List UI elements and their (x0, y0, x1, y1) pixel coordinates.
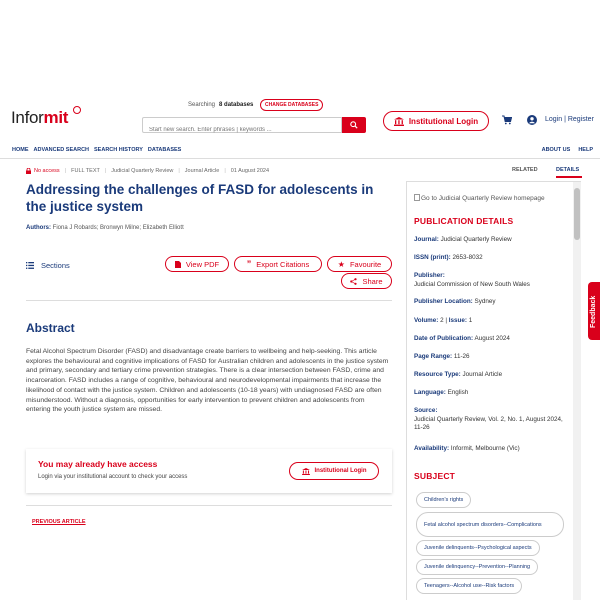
pd-value: Sydney (474, 298, 496, 305)
authors-list[interactable]: Fiona J Robards; Bronwyn Milne; Elizabeth Elliott (52, 225, 184, 231)
sections-toggle[interactable] (26, 261, 70, 270)
pd-label: Journal: (414, 236, 439, 243)
article-date: 01 August 2024 (230, 168, 270, 174)
access-institutional-login-button[interactable] (289, 462, 379, 480)
subject-heading: SUBJECT (414, 471, 456, 481)
pd-label: Availability: (414, 445, 450, 452)
institutional-login-button[interactable] (383, 111, 489, 131)
pd-label: Source: (414, 407, 438, 414)
logo-mark (73, 106, 81, 114)
pd-value: Informit, Melbourne (Vic) (450, 445, 520, 452)
secondary-nav (542, 147, 593, 153)
journal-homepage-image[interactable] (414, 194, 554, 204)
search-icon (350, 121, 358, 129)
section-divider (26, 505, 392, 506)
pd-value: Judicial Quarterly Review, Vol. 2, No. 1, August 2024, 11-26 (414, 415, 563, 432)
search-input[interactable] (143, 123, 341, 137)
subject-tag[interactable]: Juvenile delinquents--Psychological aspects (416, 540, 540, 556)
institution-icon (394, 117, 404, 126)
nav-help[interactable]: HELP (578, 147, 593, 153)
pd-label: Issue: (448, 317, 467, 324)
view-pdf-label: View PDF (185, 259, 220, 269)
access-card (26, 449, 392, 493)
subject-tag[interactable]: Fetal alcohol spectrum disorders--Complications (416, 512, 564, 537)
pd-pubdate (414, 335, 569, 344)
pd-availability (414, 445, 569, 454)
pd-value: 11-26 (453, 353, 470, 360)
user-icon[interactable] (527, 115, 537, 125)
pd-value: August 2024 (474, 335, 510, 342)
informit-logo[interactable] (11, 108, 68, 128)
abstract-text: Fetal Alcohol Spectrum Disorder (FASD) and disadvantage create barriers to wellbeing and help-seeking. This article explores the behavioural and cognitive implications of FASD for Australian children and adolescents in the justice system and primary, secondary and tertiary crime prevention strategies. There is a clear intersection between FASD, crime and incarceration. FASD includes a range of cognitive, behavioural and neurodevelopmental impairments that increase the likelihood of contact with the justice system. Children and adolescents (10-18 years) with undiagnosed FASD are often misunderstood. Without a diagnosis, opportunities for early intervention to prevent children and adolescents from entering the youth justice system are missed. (26, 348, 389, 414)
scrollbar-thumb[interactable] (574, 188, 580, 240)
sections-label: Sections (41, 261, 70, 270)
pd-source (414, 407, 569, 433)
institutional-login-label: Institutional Login (408, 116, 479, 126)
feedback-label: Feedback (590, 295, 597, 328)
journal-image-alt: Go to Judicial Quarterly Review homepage (421, 195, 545, 202)
quote-icon: ” (246, 259, 252, 269)
previous-article-link[interactable]: PREVIOUS ARTICLE (32, 519, 86, 525)
subject-tag[interactable]: Children's rights (416, 492, 471, 508)
access-label: No access (34, 168, 60, 174)
view-pdf-button[interactable] (165, 256, 229, 272)
active-tab-indicator (556, 176, 582, 178)
search-box (142, 117, 342, 133)
meta-separator: | (224, 168, 226, 174)
share-icon (350, 278, 357, 285)
pd-label: Language: (414, 389, 446, 396)
nav-divider (0, 158, 600, 159)
pd-language (414, 389, 569, 398)
authors-line (26, 225, 184, 231)
favourite-button[interactable] (327, 256, 392, 272)
login-register-link[interactable]: Login | Register (545, 116, 594, 123)
authors-label: Authors: (26, 225, 51, 231)
lock-icon (26, 168, 31, 174)
format-label: FULL TEXT (71, 168, 100, 174)
change-databases-button[interactable]: CHANGE DATABASES (260, 99, 323, 111)
pd-label: Date of Publication: (414, 335, 474, 342)
meta-separator: | (64, 168, 67, 174)
details-scrollbar[interactable] (573, 182, 581, 600)
pd-label: Page Range: (414, 353, 453, 360)
subject-tag[interactable]: Teenagers--Alcohol use--Risk factors (416, 578, 522, 594)
access-login-label: Institutional Login (314, 468, 367, 474)
logo-prefix: Infor (11, 108, 44, 127)
publication-details-heading: PUBLICATION DETAILS (414, 216, 514, 226)
access-status (26, 168, 60, 174)
main-nav (12, 147, 181, 153)
broken-image-icon (414, 194, 420, 201)
access-card-title: You may already have access (38, 459, 158, 469)
share-label: Share (362, 276, 383, 286)
export-citations-button[interactable] (234, 256, 322, 272)
searching-databases (188, 102, 253, 108)
star-icon: ★ (337, 259, 345, 269)
list-icon (26, 262, 34, 269)
favourite-label: Favourite (349, 259, 382, 269)
nav-databases[interactable]: DATABASES (147, 147, 182, 153)
nav-search-history[interactable]: SEARCH HISTORY (94, 147, 143, 153)
tab-details[interactable]: DETAILS (556, 167, 580, 173)
subject-tag[interactable]: Juvenile delinquency--Prevention--Planning (416, 559, 538, 575)
cart-icon[interactable] (502, 115, 512, 125)
tab-related[interactable]: RELATED (512, 167, 538, 173)
export-citations-label: Export Citations (256, 259, 310, 269)
section-divider (26, 300, 392, 301)
pd-value: 2653-8032 (452, 254, 483, 261)
meta-separator: | (104, 168, 107, 174)
pd-label: Resource Type: (414, 371, 461, 378)
search-button[interactable] (342, 117, 366, 133)
pd-label: Publisher: (414, 272, 445, 279)
journal-link[interactable]: Judicial Quarterly Review (111, 168, 174, 174)
pd-label: ISSN (print): (414, 254, 451, 261)
access-card-subtitle: Login via your institutional account to check your access (38, 474, 188, 480)
article-title: Addressing the challenges of FASD for adolescents in the justice system (26, 182, 374, 214)
pd-value[interactable]: 1 (468, 317, 473, 324)
pd-resource-type (414, 371, 569, 380)
pd-journal (414, 236, 569, 245)
abstract-heading: Abstract (26, 321, 75, 335)
pd-value: Journal Article (462, 371, 503, 378)
meta-separator: | (178, 168, 180, 174)
pd-value: Judicial Commission of New South Wales (414, 280, 530, 288)
nav-advanced-search[interactable]: ADVANCED SEARCH (33, 147, 90, 153)
logo-suffix: mit (43, 108, 69, 127)
nav-home[interactable]: HOME (12, 147, 29, 153)
pd-label: Volume: (414, 317, 439, 324)
article-meta (26, 168, 269, 174)
article-type: Journal Article (184, 168, 220, 174)
pdf-icon (175, 261, 181, 268)
pd-volume: Volume: 2 | Issue: 1 (414, 317, 473, 324)
databases-count: 8 databases (219, 102, 254, 108)
nav-about-us[interactable]: ABOUT US (541, 147, 571, 153)
pd-value[interactable]: Judicial Quarterly Review (440, 236, 512, 243)
feedback-tab[interactable] (588, 282, 600, 340)
pd-publisher (414, 272, 569, 289)
institution-icon (302, 468, 310, 475)
pd-issn (414, 254, 569, 263)
pd-label: Publisher Location: (414, 298, 473, 305)
searching-label: Searching (188, 102, 216, 108)
share-button[interactable] (341, 273, 392, 289)
pd-value: English (447, 389, 469, 396)
pd-value[interactable]: 2 (440, 317, 444, 324)
pd-pages (414, 353, 569, 362)
pd-location (414, 298, 569, 307)
